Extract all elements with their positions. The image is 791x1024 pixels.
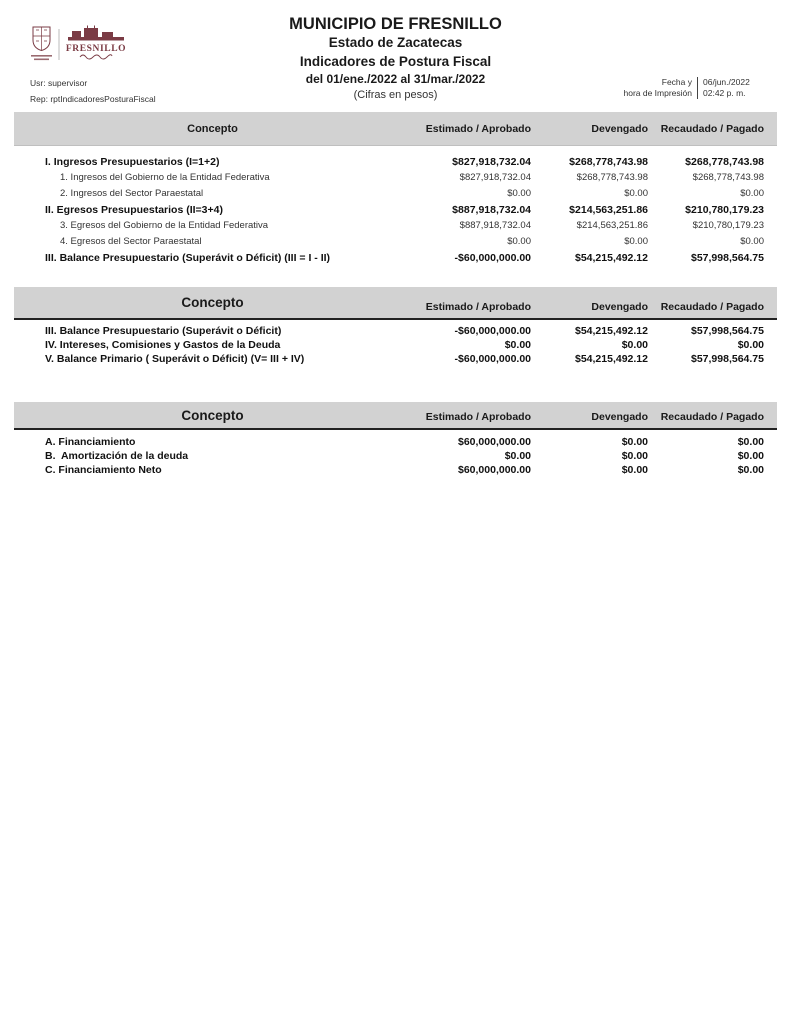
row-concepto: 3. Egresos del Gobierno de la Entidad Federativa: [60, 220, 269, 231]
table-row: [14, 463, 777, 477]
table-header: [14, 287, 777, 320]
row-amount: $54,215,492.12: [575, 353, 648, 365]
table-row: [14, 218, 777, 234]
row-amount: $0.00: [504, 450, 531, 462]
row-amount: $0.00: [504, 339, 531, 351]
row-amount: $0.00: [624, 188, 648, 199]
units-note: (Cifras en pesos): [353, 89, 438, 101]
table-row: [14, 435, 777, 449]
row-amount: $268,778,743.98: [692, 172, 764, 183]
table-row: [14, 250, 777, 266]
report-name: Indicadores de Postura Fiscal: [299, 54, 492, 69]
user-label: Usr: supervisor: [30, 78, 88, 88]
table-row: [14, 234, 777, 250]
row-amount: $214,563,251.86: [576, 220, 648, 231]
row-concepto: V. Balance Primario ( Superávit o Déficit) (V= III + IV): [45, 353, 305, 365]
row-amount: $268,778,743.98: [569, 156, 648, 168]
table-header: [14, 402, 777, 430]
logo-wordmark: FRESNILLO: [65, 44, 127, 54]
row-amount: $0.00: [737, 450, 764, 462]
row-amount: $827,918,732.04: [459, 172, 531, 183]
print-date: 06/jun./2022: [703, 77, 750, 87]
table-balance-primario: [14, 287, 777, 366]
col-header-devengado: Devengado: [591, 301, 648, 313]
row-amount: $887,918,732.04: [452, 204, 531, 216]
row-concepto: 2. Ingresos del Sector Paraestatal: [60, 188, 204, 199]
print-info-label: Fecha y hora de Impresión: [623, 77, 692, 98]
row-amount: $0.00: [621, 339, 648, 351]
row-amount: $887,918,732.04: [459, 220, 531, 231]
row-amount: $0.00: [507, 188, 531, 199]
row-amount: $0.00: [507, 236, 531, 247]
table-row: [14, 449, 777, 463]
table-row: [14, 170, 777, 186]
row-amount: $268,778,743.98: [576, 172, 648, 183]
col-header-estimado: Estimado / Aprobado: [425, 411, 531, 423]
row-amount: $60,000,000.00: [458, 464, 531, 476]
table-row: [14, 202, 777, 218]
row-amount: $0.00: [740, 236, 764, 247]
row-concepto: II. Egresos Presupuestarios (II=3+4): [45, 204, 223, 216]
col-header-devengado: Devengado: [591, 122, 648, 135]
col-header-estimado: Estimado / Aprobado: [425, 301, 531, 313]
row-concepto: I. Ingresos Presupuestarios (I=1+2): [45, 156, 220, 168]
table-body: [14, 320, 777, 366]
table-postura-fiscal: [14, 112, 777, 266]
row-concepto: 1. Ingresos del Gobierno de la Entidad Federativa: [60, 172, 270, 183]
row-amount: $0.00: [737, 339, 764, 351]
row-concepto: C. Financiamiento Neto: [45, 464, 162, 476]
row-concepto: A. Financiamiento: [45, 436, 136, 448]
row-amount: $57,998,564.75: [691, 252, 764, 264]
col-header-devengado: Devengado: [591, 411, 648, 423]
row-amount: $57,998,564.75: [691, 353, 764, 365]
table-row: [14, 154, 777, 170]
col-header-recaudado: Recaudado / Pagado: [660, 411, 764, 423]
row-amount: -$60,000,000.00: [454, 353, 531, 365]
print-time: 02:42 p. m.: [703, 88, 746, 98]
row-amount: $210,780,179.23: [685, 204, 764, 216]
session-info: [30, 75, 156, 107]
print-info: [623, 77, 761, 99]
col-header-concepto: Concepto: [181, 407, 244, 423]
row-concepto: 4. Egresos del Sector Paraestatal: [60, 236, 202, 247]
row-amount: $214,563,251.86: [569, 204, 648, 216]
row-amount: $0.00: [740, 188, 764, 199]
table-row: [14, 186, 777, 202]
row-concepto: IV. Intereses, Comisiones y Gastos de la Deuda: [45, 339, 281, 351]
row-amount: $210,780,179.23: [692, 220, 764, 231]
table-row: [14, 324, 777, 338]
table-body: [14, 146, 777, 266]
row-amount: $0.00: [621, 436, 648, 448]
page-title: MUNICIPIO DE FRESNILLO: [289, 15, 502, 33]
table-row: [14, 338, 777, 352]
row-amount: $0.00: [737, 436, 764, 448]
row-amount: $54,215,492.12: [575, 325, 648, 337]
row-amount: $827,918,732.04: [452, 156, 531, 168]
row-amount: $0.00: [624, 236, 648, 247]
row-amount: $268,778,743.98: [685, 156, 764, 168]
print-info-values: [698, 77, 761, 99]
row-concepto: B. Amortización de la deuda: [45, 450, 189, 462]
col-header-estimado: Estimado / Aprobado: [425, 122, 531, 135]
table-header: [14, 112, 777, 146]
table-row: [14, 352, 777, 366]
col-header-concepto: Concepto: [187, 122, 238, 135]
row-concepto: III. Balance Presupuestario (Superávit o Déficit): [45, 325, 282, 337]
row-amount: $0.00: [621, 450, 648, 462]
row-amount: -$60,000,000.00: [454, 325, 531, 337]
col-header-concepto: Concepto: [181, 295, 244, 310]
table-financiamiento: [14, 402, 777, 477]
col-header-recaudado: Recaudado / Pagado: [660, 122, 764, 135]
state-subtitle: Estado de Zacatecas: [328, 35, 463, 50]
row-amount: $0.00: [737, 464, 764, 476]
row-amount: $54,215,492.12: [575, 252, 648, 264]
report-id-label: Rep: rptIndicadoresPosturaFiscal: [30, 94, 156, 104]
report-period: del 01/ene./2022 al 31/mar./2022: [305, 72, 486, 86]
row-amount: $57,998,564.75: [691, 325, 764, 337]
row-amount: $0.00: [621, 464, 648, 476]
col-header-recaudado: Recaudado / Pagado: [660, 301, 764, 313]
table-body: [14, 430, 777, 477]
row-concepto: III. Balance Presupuestario (Superávit o Déficit) (III = I - II): [45, 252, 331, 264]
row-amount: $60,000,000.00: [458, 436, 531, 448]
row-amount: -$60,000,000.00: [454, 252, 531, 264]
